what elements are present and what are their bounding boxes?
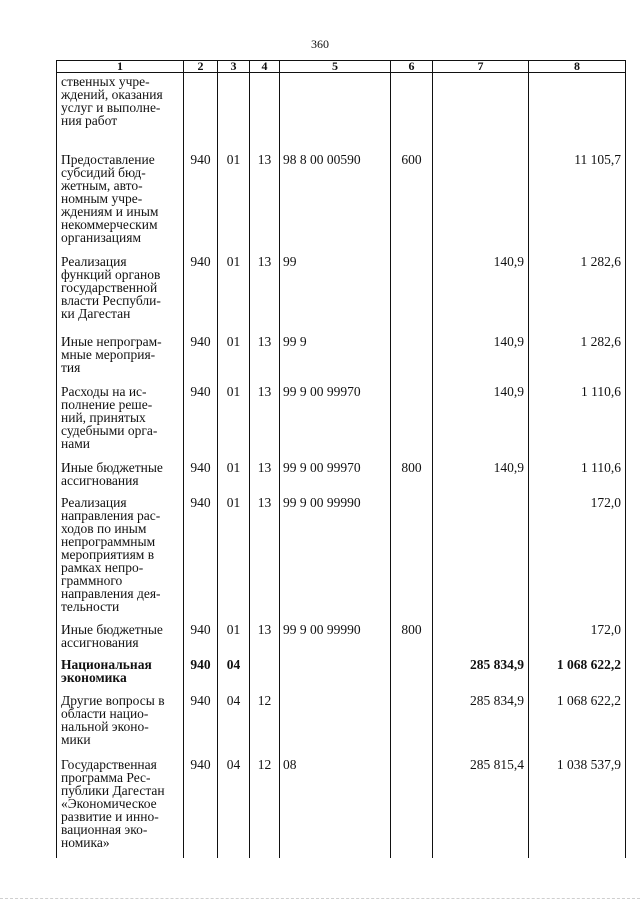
col-7: 140,9 — [433, 251, 529, 331]
col-6: 600 — [391, 149, 433, 251]
row-name-line: рамках непро- — [61, 559, 144, 575]
row-name-line: услуг и выполне- — [61, 100, 161, 115]
col-5: 08 — [280, 754, 391, 858]
col-6 — [391, 251, 433, 331]
row-name-line: направления дея- — [61, 585, 161, 601]
table-row — [57, 251, 626, 331]
col-2: 940 — [184, 381, 218, 457]
col-7: 140,9 — [433, 331, 529, 381]
header-row — [57, 61, 626, 73]
col-7 — [433, 492, 529, 619]
col-5: 99 9 00 99990 — [280, 619, 391, 654]
col-8: 1 110,6 — [529, 457, 626, 492]
col-3 — [218, 73, 250, 149]
row-name-line: программа Рес- — [61, 769, 151, 785]
row-name-line: тия — [61, 359, 81, 375]
header-col-4: 4 — [250, 61, 280, 73]
col-8: 172,0 — [529, 492, 626, 619]
row-name-line: некоммерческим — [61, 216, 158, 232]
header-col-6: 6 — [391, 61, 433, 73]
row-name-line: судебными орга- — [61, 422, 158, 438]
col-3: 04 — [218, 690, 250, 754]
table-row — [57, 381, 626, 457]
row-name-line: Иные непрограм- — [61, 333, 162, 349]
row-name-line: номным учре- — [61, 190, 143, 206]
row-name-line: ждений, оказания — [61, 87, 163, 102]
col-8: 1 038 537,9 — [529, 754, 626, 858]
header-col-8: 8 — [529, 61, 626, 73]
row-name-line: Национальная — [61, 656, 152, 672]
row-name-line: функций органов — [61, 266, 161, 282]
col-4 — [250, 654, 280, 690]
col-3: 01 — [218, 619, 250, 654]
col-2: 940 — [184, 690, 218, 754]
row-name-line: Другие вопросы в — [61, 692, 165, 708]
col-8: 1 110,6 — [529, 381, 626, 457]
row-name-line: ки Дагестан — [61, 305, 131, 321]
col-5: 99 9 00 99990 — [280, 492, 391, 619]
row-name-line: номика» — [61, 834, 110, 850]
col-2: 940 — [184, 492, 218, 619]
col-5 — [280, 654, 391, 690]
row-name — [57, 754, 184, 858]
col-5: 98 8 00 00590 — [280, 149, 391, 251]
col-8: 1 068 622,2 — [529, 654, 626, 690]
row-name — [57, 251, 184, 331]
row-name-line: непрограммным — [61, 533, 156, 549]
row-name-line: ассигнования — [61, 634, 139, 650]
row-name-line: субсидий бюд- — [61, 164, 146, 180]
col-4: 12 — [250, 754, 280, 858]
col-3: 01 — [218, 251, 250, 331]
table-row — [57, 149, 626, 251]
header-col-2: 2 — [184, 61, 218, 73]
col-5: 99 9 — [280, 331, 391, 381]
row-name-line: развитие и инно- — [61, 808, 159, 824]
row-name-line: ходов по иным — [61, 520, 147, 536]
row-name-line: экономика — [61, 669, 127, 685]
col-7 — [433, 619, 529, 654]
row-name-line: направления рас- — [61, 507, 161, 523]
col-3: 01 — [218, 381, 250, 457]
table-row — [57, 73, 626, 149]
table-row — [57, 492, 626, 619]
row-name — [57, 331, 184, 381]
col-7: 140,9 — [433, 457, 529, 492]
col-5: 99 9 00 99970 — [280, 457, 391, 492]
row-name-line: Иные бюджетные — [61, 621, 163, 637]
row-name-line: власти Республи- — [61, 292, 161, 308]
col-5 — [280, 690, 391, 754]
row-name-line: Предоставление — [61, 151, 155, 167]
col-4: 13 — [250, 331, 280, 381]
row-name-line: Реализация — [61, 494, 127, 510]
col-6: 800 — [391, 457, 433, 492]
col-3: 01 — [218, 492, 250, 619]
col-4: 13 — [250, 492, 280, 619]
row-name-line: полнение реше- — [61, 396, 153, 412]
col-2: 940 — [184, 457, 218, 492]
col-7 — [433, 73, 529, 149]
col-2 — [184, 73, 218, 149]
row-name-line: граммного — [61, 572, 123, 588]
col-4: 13 — [250, 457, 280, 492]
scan-noise-line — [0, 898, 640, 901]
col-5 — [280, 73, 391, 149]
row-name-line: ждениям и иным — [61, 203, 159, 219]
row-name-line: ния работ — [61, 113, 118, 128]
col-4: 13 — [250, 381, 280, 457]
col-2: 940 — [184, 251, 218, 331]
col-5: 99 — [280, 251, 391, 331]
col-8: 1 282,6 — [529, 331, 626, 381]
col-2: 940 — [184, 654, 218, 690]
col-8: 172,0 — [529, 619, 626, 654]
row-name-line: публики Дагестан — [61, 782, 165, 798]
header-col-7: 7 — [433, 61, 529, 73]
col-4: 13 — [250, 251, 280, 331]
col-6: 800 — [391, 619, 433, 654]
col-7: 285 815,4 — [433, 754, 529, 858]
header-col-3: 3 — [218, 61, 250, 73]
col-5: 99 9 00 99970 — [280, 381, 391, 457]
row-name — [57, 492, 184, 619]
row-name — [57, 457, 184, 492]
row-name-line: Расходы на ис- — [61, 383, 147, 399]
table-row — [57, 457, 626, 492]
table-row — [57, 754, 626, 858]
header-col-5: 5 — [280, 61, 391, 73]
row-name-line: мные мероприя- — [61, 346, 156, 362]
row-name-line: жетным, авто- — [61, 177, 143, 193]
table-row — [57, 619, 626, 654]
col-2: 940 — [184, 754, 218, 858]
row-name — [57, 149, 184, 251]
col-3: 01 — [218, 457, 250, 492]
row-name-line: Государственная — [61, 756, 157, 772]
row-name — [57, 73, 184, 149]
col-2: 940 — [184, 331, 218, 381]
row-name — [57, 654, 184, 690]
row-name-line: ний, принятых — [61, 409, 146, 425]
row-name — [57, 690, 184, 754]
col-7: 140,9 — [433, 381, 529, 457]
row-name-line: мики — [61, 731, 91, 747]
table-row — [57, 654, 626, 690]
col-4 — [250, 73, 280, 149]
page-number: 360 — [311, 37, 329, 51]
row-name-line: организациям — [61, 229, 142, 245]
col-8 — [529, 73, 626, 149]
row-name-line: Реализация — [61, 253, 127, 269]
table-row — [57, 331, 626, 381]
row-name — [57, 381, 184, 457]
row-name-line: мероприятиям в — [61, 546, 155, 562]
row-name-line: ассигнования — [61, 472, 139, 488]
col-6 — [391, 690, 433, 754]
row-name-line: ственных учре- — [61, 74, 150, 89]
col-7: 285 834,9 — [433, 690, 529, 754]
col-6 — [391, 331, 433, 381]
row-name-line: тельности — [61, 598, 120, 614]
row-name-line: государственной — [61, 279, 158, 295]
header-col-1: 1 — [57, 61, 184, 73]
col-3: 04 — [218, 654, 250, 690]
col-2: 940 — [184, 619, 218, 654]
row-name — [57, 619, 184, 654]
col-6 — [391, 73, 433, 149]
row-name-line: нами — [61, 435, 90, 451]
col-4: 13 — [250, 619, 280, 654]
col-4: 12 — [250, 690, 280, 754]
col-8: 11 105,7 — [529, 149, 626, 251]
col-3: 04 — [218, 754, 250, 858]
row-name-line: области нацио- — [61, 705, 149, 721]
row-name-line: Иные бюджетные — [61, 459, 163, 475]
col-3: 01 — [218, 149, 250, 251]
col-6 — [391, 754, 433, 858]
row-name-line: вационная эко- — [61, 821, 148, 837]
table-row — [57, 690, 626, 754]
budget-table — [56, 60, 626, 858]
row-name-line: «Экономическое — [61, 795, 157, 811]
col-7 — [433, 149, 529, 251]
col-2: 940 — [184, 149, 218, 251]
col-3: 01 — [218, 331, 250, 381]
col-4: 13 — [250, 149, 280, 251]
row-name-line: нальной эконо- — [61, 718, 149, 734]
col-6 — [391, 654, 433, 690]
col-8: 1 282,6 — [529, 251, 626, 331]
col-6 — [391, 492, 433, 619]
col-6 — [391, 381, 433, 457]
col-8: 1 068 622,2 — [529, 690, 626, 754]
col-7: 285 834,9 — [433, 654, 529, 690]
